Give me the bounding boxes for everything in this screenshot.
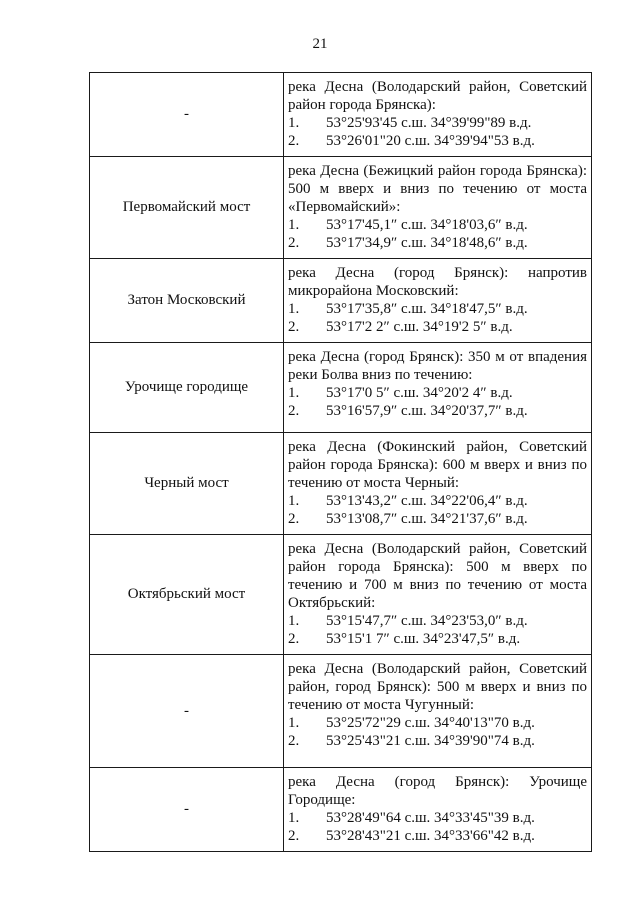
location-description-cell <box>284 157 592 259</box>
coordinate-list <box>288 384 587 420</box>
coordinate-value: 53°15'1 7″ с.ш. 34°23'47,5″ в.д. <box>326 631 521 647</box>
coordinate-number: 1. <box>288 217 300 233</box>
locations-table <box>89 72 592 852</box>
page-number: 21 <box>312 36 328 52</box>
coordinate-item <box>288 216 587 234</box>
coordinate-value: 53°17'0 5″ с.ш. 34°20'2 4″ в.д. <box>326 385 513 401</box>
coordinate-list <box>288 612 587 648</box>
location-description: река Десна (Володарский район, Советский район города Брянска): <box>288 79 587 113</box>
location-description-cell <box>284 655 592 768</box>
coordinate-item <box>288 612 587 630</box>
coordinate-value: 53°17'45,1″ с.ш. 34°18'03,6″ в.д. <box>326 217 528 233</box>
coordinate-list <box>288 714 587 750</box>
table-row <box>90 343 592 433</box>
coordinate-number: 2. <box>288 319 300 335</box>
coordinate-number: 1. <box>288 493 300 509</box>
coordinate-item <box>288 630 587 648</box>
coordinate-number: 2. <box>288 733 300 749</box>
location-description-cell <box>284 259 592 343</box>
coordinate-list <box>288 114 587 150</box>
location-description-cell <box>284 73 592 157</box>
coordinate-value: 53°28'49"64 с.ш. 34°33'45"39 в.д. <box>326 810 535 826</box>
location-description-cell <box>284 433 592 535</box>
coordinate-number: 2. <box>288 133 300 149</box>
location-name: Октябрьский мост <box>90 535 284 655</box>
coordinate-item <box>288 114 587 132</box>
table-row <box>90 768 592 852</box>
location-name: Урочище городище <box>90 343 284 433</box>
location-description: река Десна (Бежицкий район города Брянска): 500 м вверх и вниз по течению от моста «Первомайский»: <box>288 163 587 215</box>
table-row <box>90 655 592 768</box>
coordinate-value: 53°17'35,8″ с.ш. 34°18'47,5″ в.д. <box>326 301 528 317</box>
coordinate-list <box>288 216 587 252</box>
location-name: Затон Московский <box>90 259 284 343</box>
coordinate-value: 53°16'57,9″ с.ш. 34°20'37,7″ в.д. <box>326 403 528 419</box>
location-name: Первомайский мост <box>90 157 284 259</box>
coordinate-item <box>288 234 587 252</box>
coordinate-item <box>288 714 587 732</box>
coordinate-value: 53°13'43,2″ с.ш. 34°22'06,4″ в.д. <box>326 493 528 509</box>
location-description: река Десна (город Брянск): 350 м от впадения реки Болва вниз по течению: <box>288 349 587 383</box>
coordinate-item <box>288 132 587 150</box>
coordinate-item <box>288 510 587 528</box>
coordinate-number: 2. <box>288 235 300 251</box>
location-description-cell <box>284 768 592 852</box>
location-description: река Десна (Фокинский район, Советский район города Брянска): 600 м вверх и вниз по течению от моста Черный: <box>288 439 587 491</box>
coordinate-item <box>288 809 587 827</box>
location-description: река Десна (Володарский район, Советский район города Брянска): 500 м вверх по течению и 700 м вниз по течению от моста Октябрьский: <box>288 541 587 611</box>
coordinate-number: 1. <box>288 810 300 826</box>
coordinate-number: 2. <box>288 631 300 647</box>
coordinate-list <box>288 300 587 336</box>
location-name: Черный мост <box>90 433 284 535</box>
coordinate-number: 1. <box>288 613 300 629</box>
coordinate-number: 1. <box>288 301 300 317</box>
coordinate-item <box>288 402 587 420</box>
coordinate-value: 53°28'43"21 с.ш. 34°33'66"42 в.д. <box>326 828 535 844</box>
coordinate-item <box>288 318 587 336</box>
location-description-cell <box>284 535 592 655</box>
location-name: - <box>90 655 284 768</box>
coordinate-number: 2. <box>288 511 300 527</box>
coordinate-number: 1. <box>288 115 300 131</box>
coordinate-item <box>288 300 587 318</box>
coordinate-value: 53°25'93'45 с.ш. 34°39'99"89 в.д. <box>326 115 532 131</box>
coordinate-number: 2. <box>288 403 300 419</box>
coordinate-value: 53°17'2 2″ с.ш. 34°19'2 5″ в.д. <box>326 319 513 335</box>
coordinate-item <box>288 732 587 750</box>
coordinate-number: 1. <box>288 385 300 401</box>
coordinate-list <box>288 492 587 528</box>
coordinate-item <box>288 827 587 845</box>
location-description: река Десна (город Брянск): напротив микрорайона Московский: <box>288 265 587 299</box>
table-row <box>90 73 592 157</box>
location-description: река Десна (Володарский район, Советский район, город Брянск): 500 м вверх и вниз по течению от моста Чугунный: <box>288 661 587 713</box>
coordinate-value: 53°13'08,7″ с.ш. 34°21'37,6″ в.д. <box>326 511 528 527</box>
table-row <box>90 259 592 343</box>
coordinate-value: 53°25'43"21 с.ш. 34°39'90"74 в.д. <box>326 733 535 749</box>
coordinate-value: 53°25'72"29 с.ш. 34°40'13"70 в.д. <box>326 715 535 731</box>
table-row <box>90 433 592 535</box>
table-row <box>90 157 592 259</box>
location-description: река Десна (город Брянск): Урочище Городище: <box>288 774 587 808</box>
coordinate-value: 53°17'34,9″ с.ш. 34°18'48,6″ в.д. <box>326 235 528 251</box>
location-name: - <box>90 768 284 852</box>
coordinate-number: 1. <box>288 715 300 731</box>
coordinate-value: 53°26'01"20 с.ш. 34°39'94"53 в.д. <box>326 133 535 149</box>
location-description-cell <box>284 343 592 433</box>
coordinate-list <box>288 809 587 845</box>
coordinate-item <box>288 492 587 510</box>
coordinate-item <box>288 384 587 402</box>
coordinate-value: 53°15'47,7″ с.ш. 34°23'53,0″ в.д. <box>326 613 528 629</box>
coordinate-number: 2. <box>288 828 300 844</box>
location-name: - <box>90 73 284 157</box>
table-row <box>90 535 592 655</box>
